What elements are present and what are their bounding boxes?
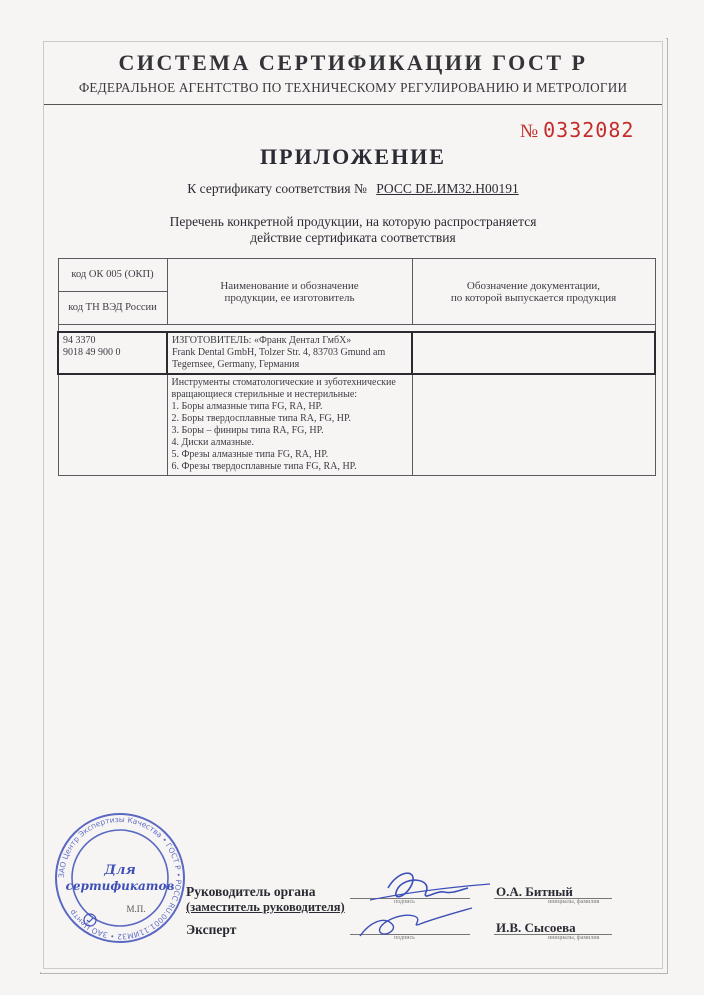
header-docs-line2: по которой выпускается продукция [450, 291, 617, 304]
header-name-line2: продукции, ее изготовитель [224, 291, 355, 304]
expert-initials-caption: инициалы, фамилия [548, 935, 600, 941]
expert-name: И.В. Сысоева [496, 920, 576, 935]
certificate-prefix: К сертификату соответствия № [187, 181, 367, 196]
list-item: 6. Фрезы твердосплавные типа FG, RA, HP. [171, 461, 357, 472]
list-item: 3. Боры – финиры типа RA, FG, HP. [171, 425, 324, 436]
expert-signature-caption: подпись [394, 935, 415, 941]
stamp-mark: М.П. [126, 904, 146, 914]
head-label: Руководитель органа [186, 884, 316, 899]
certificate-number: РОСС DE.ИМ32.Н00191 [376, 181, 519, 196]
header-docs-cell [412, 259, 655, 325]
handwritten-signatures [340, 858, 500, 948]
header-divider [44, 104, 662, 105]
agency-name: ФЕДЕРАЛЬНОЕ АГЕНТСТВО ПО ТЕХНИЧЕСКОМУ РЕГУЛИРОВАНИЮ И МЕТРОЛОГИИ [78, 80, 628, 95]
deputy-label: (заместитель руководителя) [186, 900, 345, 914]
head-signature-stroke [388, 873, 468, 897]
certification-stamp [50, 808, 190, 948]
table-header-row [58, 259, 655, 325]
header-code-okp: код ОК 005 (ОКП) [71, 269, 154, 280]
head-name: О.А. Битный [496, 884, 573, 899]
list-title [40, 214, 666, 246]
table-gap [58, 325, 655, 333]
code-okp-value: 94 3370 [63, 335, 96, 346]
header-docs-line1: Обозначение документации, [466, 279, 601, 292]
manufacturer-line2: Frank Dental GmbH, Tolzer Str. 4, 83703 Gmund am [172, 347, 386, 358]
manufacturer-row [58, 332, 655, 374]
expert-signature-stroke [360, 908, 472, 936]
list-item: вращающиеся стерильные и нестерильные: [171, 389, 358, 400]
list-item: 4. Диски алмазные. [171, 437, 254, 448]
header-name-line1: Наименование и обозначение [220, 279, 359, 292]
serial-value: 0332082 [543, 118, 635, 142]
stamp-ring-text: ЗАО Центр Экспертизы Качества • ГОСТ Р • РОСС RU.0001.11ИМ32 • ЗАО Центр [56, 814, 184, 942]
list-title-line2: действие сертификата соответствия [250, 230, 456, 245]
manufacturer-line3: Tegernsee, Germany, Германия [172, 359, 300, 370]
list-title-line1: Перечень конкретной продукции, на которую распространяется [169, 214, 537, 229]
stamp-inner-ring [72, 830, 168, 926]
products-codes [58, 374, 167, 476]
manufacturer-info [167, 332, 412, 374]
list-item: Инструменты стоматологические и зуботехнические [171, 377, 396, 388]
head-initials-caption: инициалы, фамилия [548, 899, 600, 905]
list-item: 1. Боры алмазные типа FG, RA, HP. [171, 401, 323, 412]
header-codes-cell [58, 259, 167, 325]
stamp-center-line1: Для [104, 863, 136, 878]
code-tnved-value: 9018 49 900 0 [63, 347, 121, 358]
manufacturer-codes [58, 332, 167, 374]
products-list [167, 374, 412, 476]
list-item: 2. Боры твердосплавные типа RA, FG, HP. [171, 413, 351, 424]
stamp-center-line2: сертификатов [65, 879, 175, 893]
document-title: ПРИЛОЖЕНИЕ [260, 144, 446, 169]
products-row [58, 374, 655, 476]
product-table [57, 258, 656, 476]
expert-label: Эксперт [186, 922, 237, 937]
manufacturer-docs [412, 332, 655, 374]
serial-prefix: № [520, 121, 540, 142]
manufacturer-line1: ИЗГОТОВИТЕЛЬ: «Франк Дентал ГмбХ» [172, 335, 352, 346]
head-signature-caption: подпись [394, 899, 415, 905]
stamp-outer-ring [56, 814, 184, 942]
header-name-cell [167, 259, 412, 325]
products-docs [412, 374, 655, 476]
certificate-reference [40, 181, 666, 197]
header-code-tnved: код ТН ВЭД России [59, 291, 167, 324]
list-item: 5. Фрезы алмазные типа FG, RA, HP. [171, 449, 329, 460]
serial-number [520, 118, 634, 143]
system-title: СИСТЕМА СЕРТИФИКАЦИИ ГОСТ Р [118, 50, 588, 75]
head-signature-underline [370, 884, 490, 900]
